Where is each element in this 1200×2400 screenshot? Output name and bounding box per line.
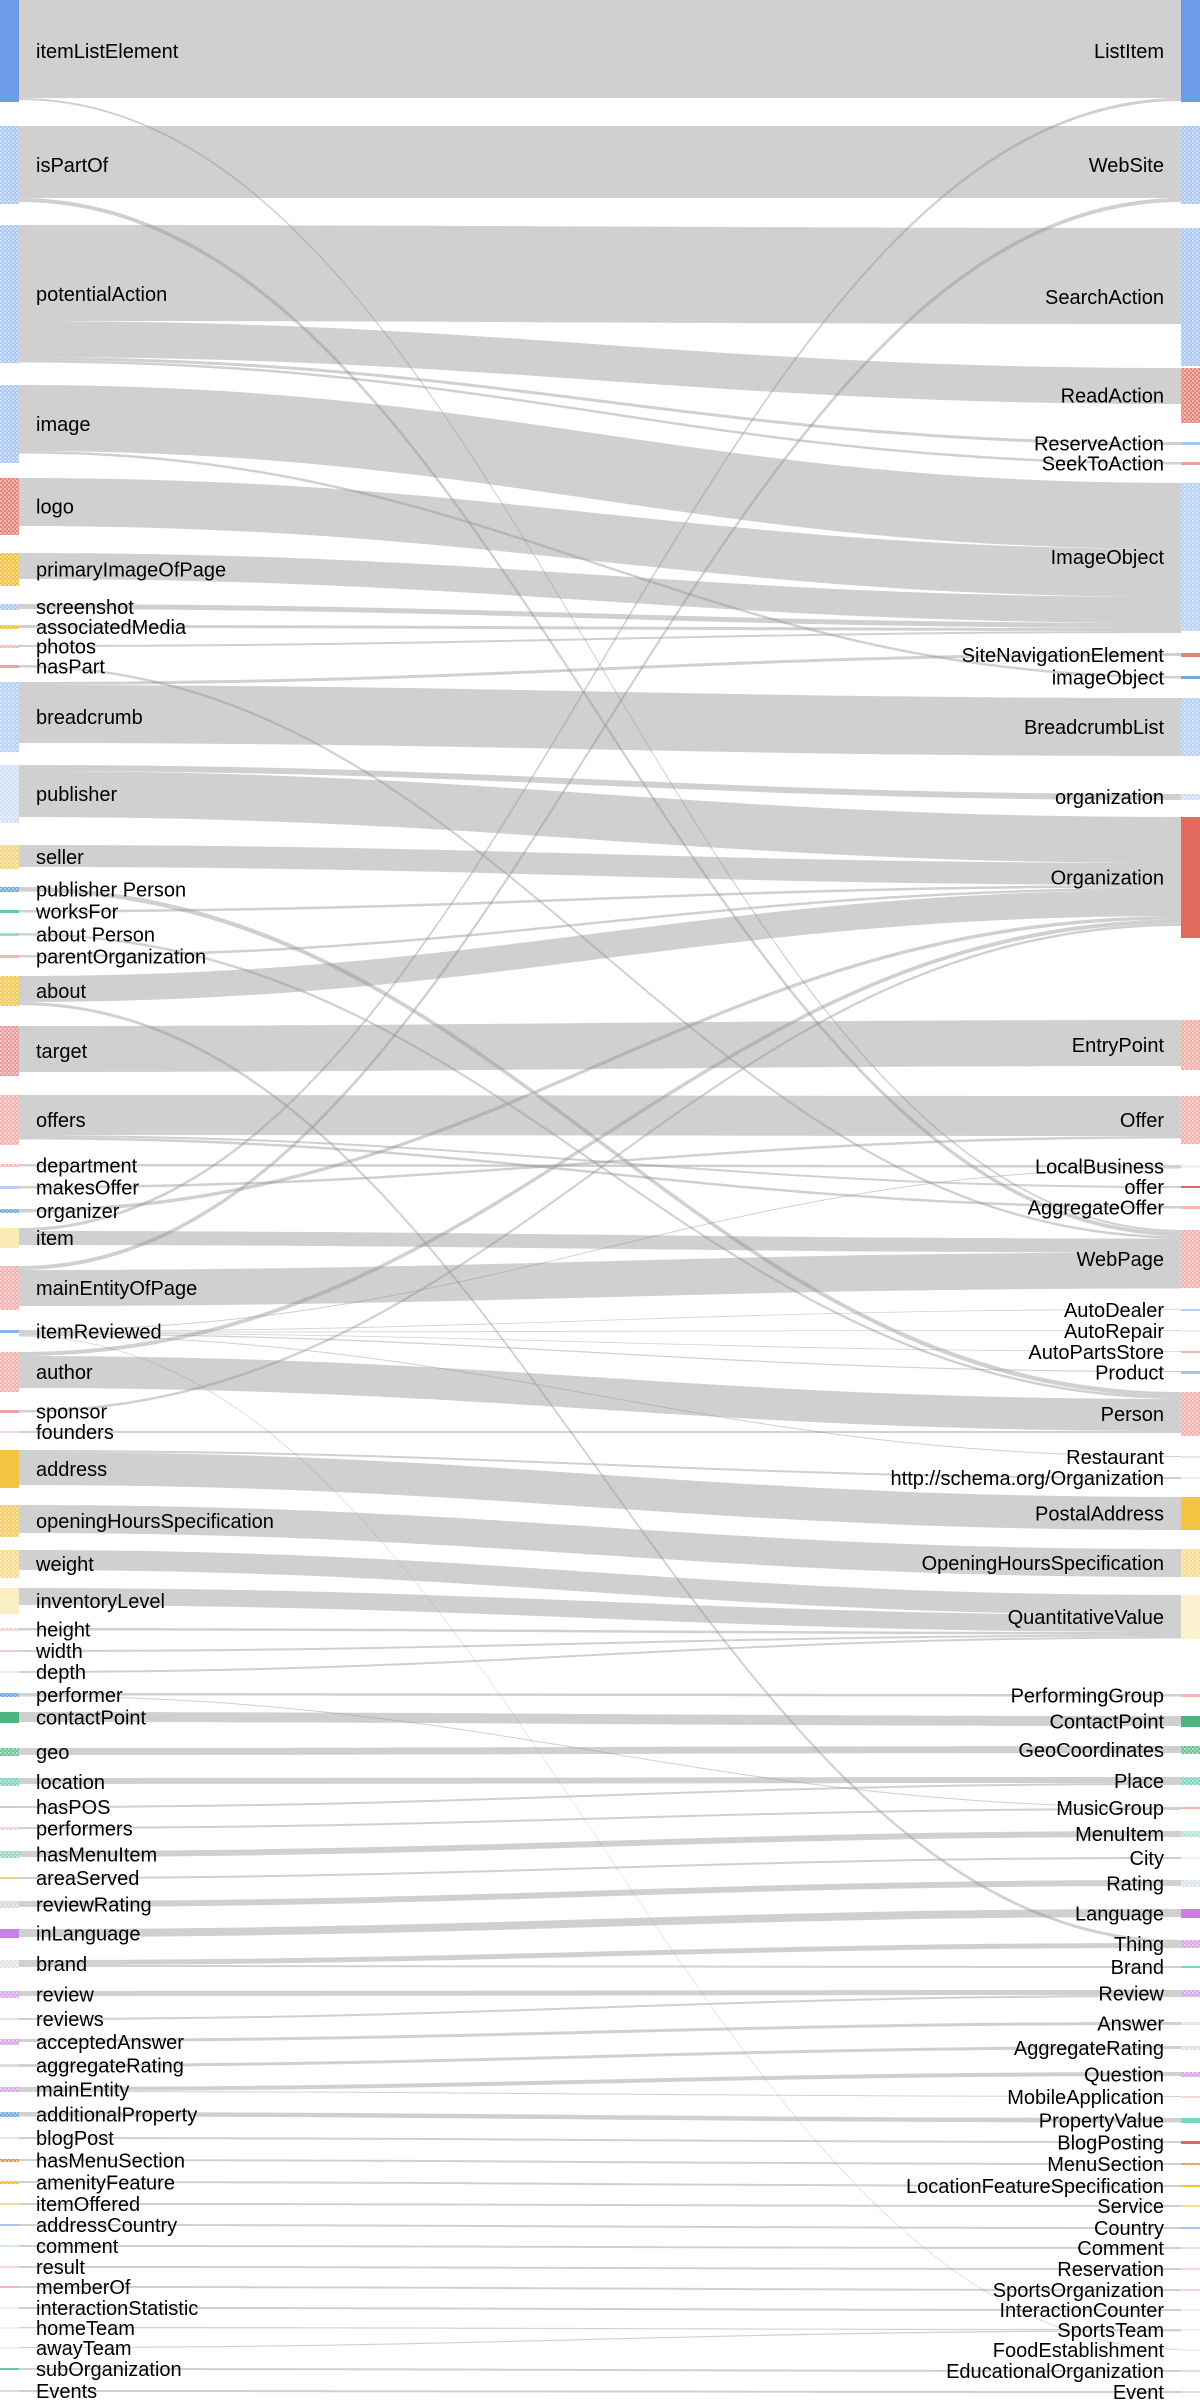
node-worksFor[interactable] xyxy=(0,910,19,913)
node-label-weight: weight xyxy=(36,1554,94,1576)
node-makesOffer[interactable] xyxy=(0,1186,19,1189)
node-SportsTeam[interactable] xyxy=(1181,2329,1200,2331)
node-label-department: department xyxy=(36,1155,138,1178)
node-texture-hasMenuSection xyxy=(0,2159,19,2162)
node-label-imageObject: imageObject xyxy=(1051,667,1164,690)
flow-ribbon xyxy=(19,2327,1181,2330)
flow-ribbon xyxy=(19,1693,1181,1697)
node-label-Event: Event xyxy=(1112,2382,1164,2400)
flow-ribbon xyxy=(19,1746,1181,1755)
node-Events[interactable] xyxy=(0,2390,19,2392)
node-label-AggregateOffer: AggregateOffer xyxy=(1027,1197,1164,1220)
node-ReserveAction[interactable] xyxy=(1181,442,1200,445)
node-label-AutoDealer: AutoDealer xyxy=(1063,1300,1164,1322)
node-comment[interactable] xyxy=(0,2245,19,2247)
flow-ribbon xyxy=(19,1777,1181,1784)
node-width[interactable] xyxy=(0,1650,19,1652)
flow-ribbon xyxy=(19,2022,1181,2042)
node-label-Rating: Rating xyxy=(1106,1873,1164,1896)
node-texture-WebSite xyxy=(1181,126,1200,204)
node-label-image: image xyxy=(36,414,91,436)
node-texture-performer xyxy=(0,1693,19,1697)
node-texture-performers xyxy=(0,1827,19,1830)
flow-ribbons xyxy=(19,0,1181,2393)
node-label-Reservation: Reservation xyxy=(1057,2259,1164,2281)
node-texture-seller xyxy=(0,845,19,869)
node-texture-associatedMedia xyxy=(0,625,19,629)
node-hasPOS[interactable] xyxy=(0,1806,19,1808)
node-label-hasMenuSection: hasMenuSection xyxy=(36,2150,185,2173)
node-label-mainEntity: mainEntity xyxy=(36,2079,130,2102)
node-label-depth: depth xyxy=(36,1662,87,1684)
node-label-SportsOrganization: SportsOrganization xyxy=(992,2280,1164,2302)
node-label-result: result xyxy=(36,2257,85,2279)
node-SeekToAction[interactable] xyxy=(1181,462,1200,465)
node-label-about: about xyxy=(36,981,87,1003)
node-label-potentialAction: potentialAction xyxy=(36,284,168,306)
node-label-organizer: organizer xyxy=(36,1201,120,1223)
node-label-review: review xyxy=(36,1984,94,2007)
node-texture-acceptedAnswer xyxy=(0,2039,19,2045)
node-itemReviewed[interactable] xyxy=(0,1330,19,1333)
node-sponsor[interactable] xyxy=(0,1410,19,1413)
node-label-itemReviewed: itemReviewed xyxy=(36,1321,162,1344)
node-offer[interactable] xyxy=(1181,1186,1200,1188)
node-label-ListItem: ListItem xyxy=(1093,41,1164,63)
node-MobileApplication[interactable] xyxy=(1181,2096,1200,2098)
node-texture-SearchAction xyxy=(1181,228,1200,366)
node-BlogPosting[interactable] xyxy=(1181,2141,1200,2144)
node-SiteNavigationElement[interactable] xyxy=(1181,653,1200,657)
node-AutoPartsStore[interactable] xyxy=(1181,1351,1200,1353)
node-label-Brand: Brand xyxy=(1110,1957,1164,1979)
node-texture-publisher xyxy=(0,765,19,823)
flow-ribbon xyxy=(19,1965,1181,1968)
node-label-isPartOf: isPartOf xyxy=(36,155,109,177)
node-Event[interactable] xyxy=(1181,2391,1200,2393)
node-texture-organization xyxy=(1181,794,1200,800)
node-label-BreadcrumbList: BreadcrumbList xyxy=(1023,717,1164,739)
node-label-photos: photos xyxy=(36,636,97,659)
flow-ribbon xyxy=(19,1909,1181,1937)
node-texture-Place xyxy=(1181,1777,1200,1785)
flow-ribbon xyxy=(19,2266,1181,2270)
node-label-itemListElement: itemListElement xyxy=(36,41,179,63)
flow-ribbon xyxy=(19,126,1181,198)
node-label-makesOffer: makesOffer xyxy=(36,1177,139,1200)
node-texture-height xyxy=(0,1628,19,1631)
node-label-Review: Review xyxy=(1098,1983,1164,2006)
node-texture-additionalProperty xyxy=(0,2112,19,2117)
node-texture-image xyxy=(0,385,19,463)
node-label-worksFor: worksFor xyxy=(36,901,119,924)
node-label-brand: brand xyxy=(36,1954,88,1976)
node-label-target: target xyxy=(36,1041,88,1063)
node-label-aggregateRating: aggregateRating xyxy=(36,2055,184,2078)
node-texture-brand xyxy=(0,1960,19,1968)
node-aggregateRating[interactable] xyxy=(0,2064,19,2067)
node-label-Service: Service xyxy=(1097,2196,1164,2218)
node-SportsOrganization[interactable] xyxy=(1181,2289,1200,2291)
node-texture-EntryPoint xyxy=(1181,1020,1200,1070)
node-label-LocalBusiness: LocalBusiness xyxy=(1035,1156,1164,1179)
node-label-OpeningHoursSpecification: OpeningHoursSpecification xyxy=(921,1553,1164,1575)
node-Country[interactable] xyxy=(1181,2227,1200,2229)
flow-ribbon xyxy=(19,2224,1181,2229)
node-Organization[interactable] xyxy=(1181,817,1200,938)
node-label-AutoPartsStore: AutoPartsStore xyxy=(1028,1342,1164,1364)
node-label-Language: Language xyxy=(1075,1903,1164,1926)
node-label-founders: founders xyxy=(36,1422,114,1444)
node-label-hasMenuItem: hasMenuItem xyxy=(36,1844,158,1867)
node-texture-Offer xyxy=(1181,1096,1200,1144)
node-label-InteractionCounter: InteractionCounter xyxy=(999,2300,1164,2322)
node-label-item: item xyxy=(36,1228,74,1250)
node-homeTeam[interactable] xyxy=(0,2327,19,2329)
node-Comment[interactable] xyxy=(1181,2247,1200,2249)
node-EducationalOrganization[interactable] xyxy=(1181,2370,1200,2372)
node-texture-mainEntityOfPage xyxy=(0,1266,19,1310)
node-AutoRepair[interactable] xyxy=(1181,1330,1200,1332)
flow-ribbon xyxy=(19,1637,1181,1674)
node-label-comment: comment xyxy=(36,2236,119,2258)
node-label-PerformingGroup: PerformingGroup xyxy=(1010,1685,1164,1708)
node-texture-potentialAction xyxy=(0,225,19,363)
node-texture-AggregateRating xyxy=(1181,2046,1200,2050)
node-inLanguage[interactable] xyxy=(0,1929,19,1938)
node-label-QuantitativeValue: QuantitativeValue xyxy=(1007,1607,1164,1629)
node-texture-City xyxy=(1181,1857,1200,1859)
node-label-logo: logo xyxy=(36,496,74,519)
node-texture-itemOffered xyxy=(0,2203,19,2205)
node-texture-reviewRating xyxy=(0,1901,19,1908)
node-label-Comment: Comment xyxy=(1077,2238,1164,2260)
node-PropertyValue[interactable] xyxy=(1181,2118,1200,2123)
node-texture-target xyxy=(0,1026,19,1076)
flow-ribbon xyxy=(19,2245,1181,2249)
node-AggregateOffer[interactable] xyxy=(1181,1206,1200,1209)
node-label-awayTeam: awayTeam xyxy=(36,2338,132,2360)
node-texture-logo xyxy=(0,478,19,535)
node-Restaurant[interactable] xyxy=(1181,1456,1200,1458)
flow-ribbon xyxy=(19,2046,1181,2067)
node-label-about Person: about Person xyxy=(36,924,155,947)
node-label-Offer: Offer xyxy=(1119,1110,1164,1132)
node-texture-OpeningHoursSpecification xyxy=(1181,1549,1200,1577)
node-interactionStatistic[interactable] xyxy=(0,2307,19,2309)
node-label-interactionStatistic: interactionStatistic xyxy=(36,2298,199,2320)
node-label-associatedMedia: associatedMedia xyxy=(36,617,187,639)
node-texture-screenshot xyxy=(0,604,19,610)
node-label-Events: Events xyxy=(36,2381,98,2400)
flow-ribbon xyxy=(19,2159,1181,2165)
node-label-SeekToAction: SeekToAction xyxy=(1041,453,1164,476)
node-label-Place: Place xyxy=(1113,1771,1164,1793)
node-label-geo: geo xyxy=(36,1742,70,1764)
node-label-Answer: Answer xyxy=(1097,2013,1164,2036)
node-label-height: height xyxy=(36,1619,91,1642)
node-label-offer: offer xyxy=(1124,1177,1164,1199)
node-label-ContactPoint: ContactPoint xyxy=(1049,1711,1164,1734)
node-label-itemOffered: itemOffered xyxy=(36,2194,141,2216)
flow-ribbon xyxy=(19,1635,1181,1653)
node-texture-author xyxy=(0,1352,19,1392)
node-PerformingGroup[interactable] xyxy=(1181,1694,1200,1697)
node-label-areaServed: areaServed xyxy=(36,1868,140,1890)
node-texture-openingHoursSpecification xyxy=(0,1505,19,1537)
node-label-seller: seller xyxy=(36,847,84,869)
node-texture-isPartOf xyxy=(0,126,19,204)
node-InteractionCounter[interactable] xyxy=(1181,2309,1200,2311)
node-texture-BreadcrumbList xyxy=(1181,698,1200,756)
node-label-primaryImageOfPage: primaryImageOfPage xyxy=(36,559,227,582)
node-label-SportsTeam: SportsTeam xyxy=(1057,2320,1164,2342)
node-label-AggregateRating: AggregateRating xyxy=(1013,2038,1164,2060)
node-label-mainEntityOfPage: mainEntityOfPage xyxy=(36,1278,198,1300)
node-memberOf[interactable] xyxy=(0,2286,19,2288)
node-label-publisher: publisher xyxy=(36,784,118,806)
node-texture-department xyxy=(0,1164,19,1167)
node-depth[interactable] xyxy=(0,1671,19,1673)
flow-ribbon xyxy=(19,1309,1181,1332)
node-label-acceptedAnswer: acceptedAnswer xyxy=(36,2032,184,2054)
node-label-sponsor: sponsor xyxy=(36,1401,108,1424)
flow-ribbon xyxy=(19,1831,1181,1857)
node-texture-publisher Person xyxy=(0,887,19,892)
node-label-http://schema.org/Organization: http://schema.org/Organization xyxy=(890,1468,1164,1490)
node-label-EntryPoint: EntryPoint xyxy=(1071,1035,1164,1057)
node-label-AutoRepair: AutoRepair xyxy=(1063,1321,1164,1343)
node-FoodEstablishment[interactable] xyxy=(1181,2349,1200,2351)
node-texture-MenuItem xyxy=(1181,1831,1200,1837)
node-label-performer: performer xyxy=(36,1685,123,1707)
node-texture-ReadAction xyxy=(1181,368,1200,423)
node-result[interactable] xyxy=(0,2266,19,2268)
node-texture-MenuSection xyxy=(1181,2163,1200,2165)
node-label-ReserveAction: ReserveAction xyxy=(1033,433,1164,456)
node-label-location: location xyxy=(36,1772,105,1794)
node-itemListElement[interactable] xyxy=(0,0,19,102)
node-label-width: width xyxy=(36,1641,83,1663)
node-Reservation[interactable] xyxy=(1181,2268,1200,2270)
node-label-ImageObject: ImageObject xyxy=(1050,547,1164,569)
node-texture-LocalBusiness xyxy=(1181,1165,1200,1168)
node-label-offers: offers xyxy=(36,1110,86,1132)
node-ListItem[interactable] xyxy=(1181,0,1200,102)
flow-ribbon xyxy=(19,1783,1181,1808)
node-label-performers: performers xyxy=(36,1818,133,1841)
node-texture-offers xyxy=(0,1095,19,1145)
node-label-inLanguage: inLanguage xyxy=(36,1923,141,1946)
flow-ribbon xyxy=(19,1990,1181,1996)
node-label-subOrganization: subOrganization xyxy=(36,2359,182,2381)
node-label-reviews: reviews xyxy=(36,2009,104,2031)
node-label-PropertyValue: PropertyValue xyxy=(1038,2110,1164,2133)
node-label-ReadAction: ReadAction xyxy=(1060,385,1164,408)
node-Product[interactable] xyxy=(1181,1371,1200,1374)
node-texture-ImageObject xyxy=(1181,483,1200,631)
node-label-inventoryLevel: inventoryLevel xyxy=(36,1591,165,1613)
node-label-screenshot: screenshot xyxy=(36,597,134,619)
node-label-MenuItem: MenuItem xyxy=(1075,1824,1164,1846)
node-label-hasPOS: hasPOS xyxy=(36,1797,111,1819)
node-texture-Review xyxy=(1181,1990,1200,1997)
node-ContactPoint[interactable] xyxy=(1181,1716,1200,1727)
node-label-homeTeam: homeTeam xyxy=(36,2318,135,2340)
node-address[interactable] xyxy=(0,1450,19,1488)
node-texture-Answer xyxy=(1181,2022,1200,2025)
node-texture-mainEntity xyxy=(0,2087,19,2092)
node-label-publisher Person: publisher Person xyxy=(36,879,187,902)
node-label-organization: organization xyxy=(1055,787,1164,809)
node-subOrganization[interactable] xyxy=(0,2368,19,2370)
node-blogPost[interactable] xyxy=(0,2137,19,2139)
node-awayTeam[interactable] xyxy=(0,2347,19,2349)
node-label-contactPoint: contactPoint xyxy=(36,1707,147,1730)
node-MusicGroup[interactable] xyxy=(1181,1807,1200,1809)
node-founders[interactable] xyxy=(0,1431,19,1433)
node-label-Country: Country xyxy=(1093,2218,1164,2240)
node-LocationFeatureSpecification[interactable] xyxy=(1181,2185,1200,2187)
node-label-MenuSection: MenuSection xyxy=(1047,2154,1164,2176)
node-texture-breadcrumb xyxy=(0,682,19,752)
node-label-BlogPosting: BlogPosting xyxy=(1057,2132,1164,2155)
node-texture-primaryImageOfPage xyxy=(0,553,19,586)
node-label-hasPart: hasPart xyxy=(36,656,105,679)
flow-ribbon xyxy=(19,225,1181,324)
node-texture-hasMenuItem xyxy=(0,1851,19,1858)
node-parentOrganization[interactable] xyxy=(0,955,19,958)
node-label-memberOf: memberOf xyxy=(36,2277,131,2299)
flow-ribbon xyxy=(19,1880,1181,1907)
node-label-WebSite: WebSite xyxy=(1088,155,1164,177)
node-PostalAddress[interactable] xyxy=(1181,1497,1200,1530)
node-texture-WebPage xyxy=(1181,1230,1200,1288)
node-label-amenityFeature: amenityFeature xyxy=(36,2172,175,2195)
node-label-City: City xyxy=(1129,1848,1164,1870)
node-label-author: author xyxy=(36,1362,93,1384)
node-label-Restaurant: Restaurant xyxy=(1066,1447,1164,1469)
node-label-Product: Product xyxy=(1095,1362,1164,1385)
node-texture-geo xyxy=(0,1748,19,1756)
node-inventoryLevel[interactable] xyxy=(0,1588,19,1614)
flow-ribbon xyxy=(19,1943,1181,1965)
node-label-parentOrganization: parentOrganization xyxy=(36,946,207,969)
node-label-reviewRating: reviewRating xyxy=(36,1894,152,1917)
node-texture-amenityFeature xyxy=(0,2181,19,2184)
node-about Person[interactable] xyxy=(0,933,19,936)
node-label-breadcrumb: breadcrumb xyxy=(36,707,143,729)
node-contactPoint[interactable] xyxy=(0,1712,19,1723)
node-texture-Service xyxy=(1181,2205,1200,2207)
node-texture-Person xyxy=(1181,1392,1200,1436)
flow-ribbon xyxy=(19,2203,1181,2207)
node-label-MobileApplication: MobileApplication xyxy=(1007,2087,1164,2109)
node-label-address: address xyxy=(36,1459,108,1481)
node-hasPart[interactable] xyxy=(0,665,19,668)
flow-ribbon xyxy=(19,1431,1181,1433)
node-imageObject[interactable] xyxy=(1181,676,1200,679)
flow-ribbon xyxy=(19,685,1181,756)
node-addressCountry[interactable] xyxy=(0,2224,19,2226)
node-label-Question: Question xyxy=(1083,2064,1164,2087)
node-texture-Thing xyxy=(1181,1940,1200,1948)
node-label-GeoCoordinates: GeoCoordinates xyxy=(1018,1740,1164,1762)
node-label-WebPage: WebPage xyxy=(1076,1249,1164,1271)
node-texture-GeoCoordinates xyxy=(1181,1746,1200,1754)
node-label-SearchAction: SearchAction xyxy=(1045,287,1164,309)
flow-ribbon xyxy=(19,1356,1181,1431)
node-label-MusicGroup: MusicGroup xyxy=(1056,1798,1164,1820)
flow-ribbon xyxy=(19,2390,1181,2393)
node-reviews[interactable] xyxy=(0,2018,19,2020)
node-label-Organization: Organization xyxy=(1050,867,1164,890)
node-Language[interactable] xyxy=(1181,1909,1200,1918)
node-texture-Question xyxy=(1181,2072,1200,2077)
node-label-LocationFeatureSpecification: LocationFeatureSpecification xyxy=(906,2176,1164,2198)
node-label-openingHoursSpecification: openingHoursSpecification xyxy=(36,1511,274,1533)
flow-ribbon xyxy=(19,0,1181,98)
node-areaServed[interactable] xyxy=(0,1877,19,1879)
flow-ribbon xyxy=(19,1857,1181,1879)
node-texture-location xyxy=(0,1778,19,1786)
node-texture-QuantitativeValue xyxy=(1181,1595,1200,1639)
flow-ribbon xyxy=(19,1712,1181,1726)
node-label-SiteNavigationElement: SiteNavigationElement xyxy=(961,645,1164,667)
node-label-blogPost: blogPost xyxy=(36,2128,114,2150)
node-label-Thing: Thing xyxy=(1113,1934,1164,1956)
node-AutoDealer[interactable] xyxy=(1181,1309,1200,1311)
node-texture-organizer xyxy=(0,1209,19,1213)
node-label-EducationalOrganization: EducationalOrganization xyxy=(946,2361,1164,2383)
flow-ribbon xyxy=(19,1808,1181,1829)
node-label-Person: Person xyxy=(1100,1404,1164,1426)
node-label-additionalProperty: additionalProperty xyxy=(36,2104,198,2127)
node-label-FoodEstablishment: FoodEstablishment xyxy=(992,2340,1164,2362)
node-texture-photos xyxy=(0,645,19,648)
flow-ribbon xyxy=(19,2137,1181,2143)
node-http://schema.org/Organization[interactable] xyxy=(1181,1477,1200,1479)
node-texture-about xyxy=(0,976,19,1006)
node-label-PostalAddress: PostalAddress xyxy=(1035,1503,1164,1526)
node-texture-review xyxy=(0,1991,19,1998)
flow-ribbon xyxy=(19,1995,1181,2020)
flow-ribbon xyxy=(19,1095,1181,1136)
node-item[interactable] xyxy=(0,1228,19,1248)
node-texture-Rating xyxy=(1181,1880,1200,1887)
node-Brand[interactable] xyxy=(1181,1966,1200,1968)
node-label-addressCountry: addressCountry xyxy=(36,2215,178,2237)
node-texture-weight xyxy=(0,1550,19,1578)
